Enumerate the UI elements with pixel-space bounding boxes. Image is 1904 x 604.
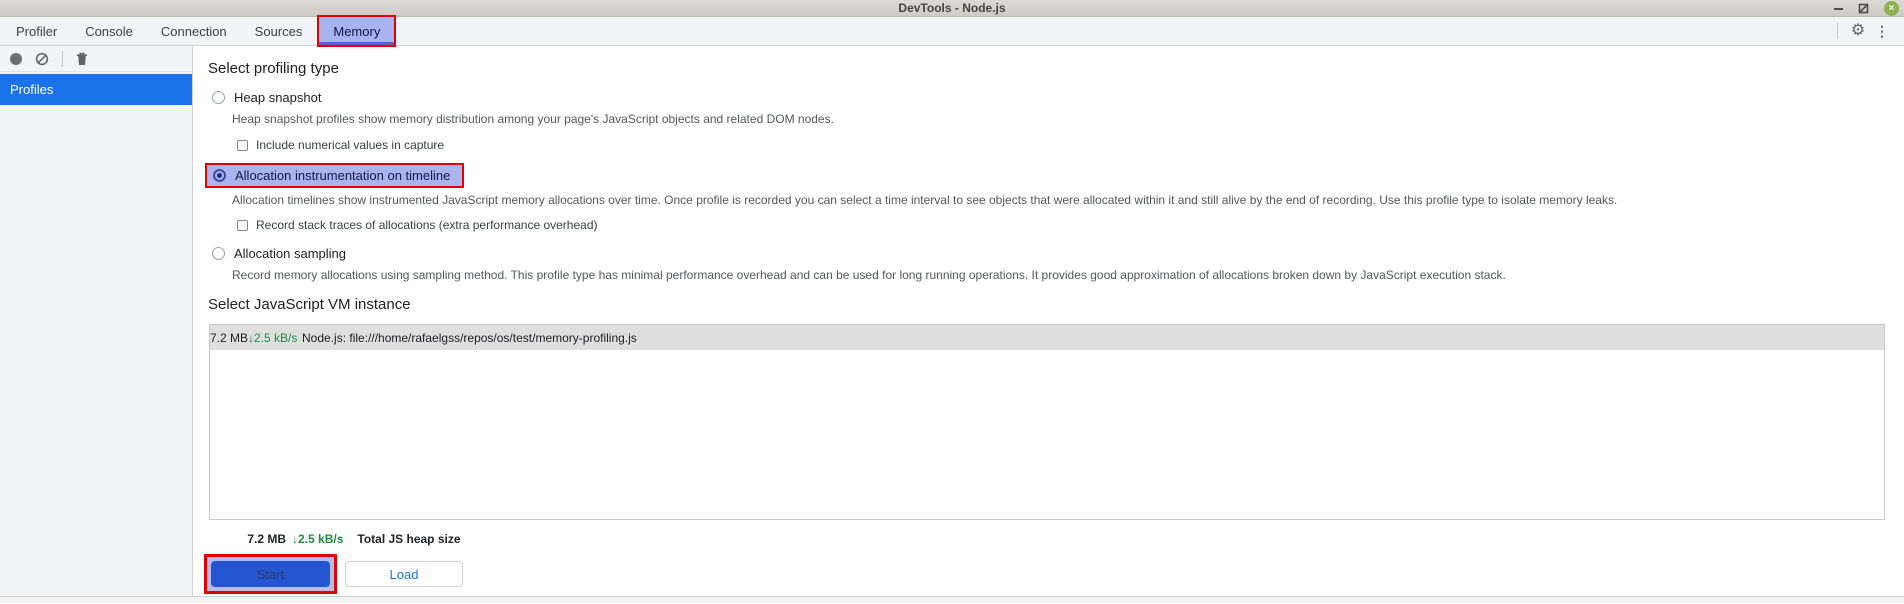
option-label: Heap snapshot (234, 90, 322, 105)
allocation-instrumentation-description: Allocation timelines show instrumented JavaScript memory allocations over time. Once profile is recorded you can select a time interval to see objects that were allocated within it and still alive by the end of recording. Use this profile type to isolate memory leaks. (232, 193, 1618, 207)
settings-gear-icon[interactable]: ⚙ (1850, 22, 1866, 39)
tabbar-divider (1837, 23, 1838, 39)
tabbar-right-controls (1837, 17, 1904, 45)
checkbox-label: Include numerical values in capture (256, 138, 445, 152)
tab-bar (0, 17, 1904, 46)
window-titlebar (0, 0, 1904, 17)
profiles-sidebar (0, 46, 193, 596)
main-area (0, 46, 1904, 597)
vm-allocation-rate: ↓2.5 kB/s (248, 330, 298, 345)
checkbox-include-numerical-values[interactable] (237, 138, 444, 152)
profiling-type-heading: Select profiling type (208, 60, 339, 77)
window-bottom-edge (0, 597, 1904, 603)
radio-icon-allocation-instrumentation[interactable] (213, 169, 226, 182)
tab-console[interactable]: Console (85, 23, 133, 39)
radio-option-allocation-instrumentation[interactable] (205, 163, 464, 188)
window-controls (1834, 0, 1899, 17)
start-button-highlight (204, 554, 337, 594)
vm-instance-row[interactable] (210, 325, 1884, 350)
record-icon (10, 53, 22, 65)
kebab-menu-icon[interactable]: ⋮ (1875, 23, 1889, 39)
summary-rate: ↓2.5 kB/s (292, 532, 344, 546)
radio-icon-heap-snapshot[interactable] (212, 91, 225, 104)
radio-option-allocation-sampling[interactable] (212, 246, 346, 261)
record-profile-button[interactable] (10, 53, 22, 65)
vm-instance-name: Node.js: file:///home/rafaelgss/repos/os/test/memory-profiling.js (302, 330, 637, 345)
restore-button[interactable] (1858, 3, 1869, 14)
heap-summary (209, 532, 461, 546)
vm-instance-heading: Select JavaScript VM instance (208, 296, 411, 313)
sidebar-item-label: Profiles (10, 82, 54, 97)
option-label: Allocation sampling (234, 246, 347, 261)
close-button[interactable] (1884, 1, 1899, 16)
checkbox-icon[interactable] (237, 140, 248, 151)
tab-sources[interactable]: Sources (254, 23, 303, 39)
summary-heap-size: 7.2 MB (247, 532, 286, 546)
summary-label: Total JS heap size (357, 532, 461, 546)
toolbar-divider (62, 51, 63, 67)
tab-profiler[interactable]: Profiler (16, 23, 58, 39)
minimize-button[interactable] (1834, 8, 1843, 10)
clear-icon (35, 52, 49, 66)
start-button[interactable]: Start (211, 561, 330, 587)
sidebar-item-profiles[interactable] (0, 74, 192, 105)
tab-memory[interactable]: Memory (319, 17, 394, 45)
window-title: DevTools - Node.js (898, 1, 1006, 15)
option-label: Allocation instrumentation on timeline (235, 168, 451, 183)
tab-connection[interactable]: Connection (160, 23, 227, 39)
heap-snapshot-description: Heap snapshot profiles show memory distribution among your page's JavaScript objects and related DOM nodes. (232, 112, 834, 126)
allocation-sampling-description: Record memory allocations using sampling method. This profile type has minimal performance overhead and can be used for long running operations. It provides good approximation of allocations broken down by JavaScript execution stack. (232, 268, 1506, 282)
memory-panel-content (193, 46, 1904, 596)
load-button[interactable]: Load (345, 561, 463, 587)
trash-icon (76, 52, 88, 66)
checkbox-record-stack-traces[interactable] (237, 218, 598, 232)
vm-instance-list (209, 324, 1885, 520)
restore-icon (1858, 3, 1869, 14)
minimize-icon (1834, 8, 1843, 10)
clear-profiles-button[interactable] (35, 52, 49, 66)
vm-heap-size: 7.2 MB (210, 330, 249, 345)
close-icon: × (1888, 2, 1895, 14)
memory-toolbar (0, 46, 192, 72)
delete-profile-button[interactable] (76, 52, 88, 66)
checkbox-label: Record stack traces of allocations (extra performance overhead) (256, 218, 598, 232)
checkbox-icon[interactable] (237, 220, 248, 231)
radio-option-heap-snapshot[interactable] (212, 90, 321, 105)
radio-icon-allocation-sampling[interactable] (212, 247, 225, 260)
